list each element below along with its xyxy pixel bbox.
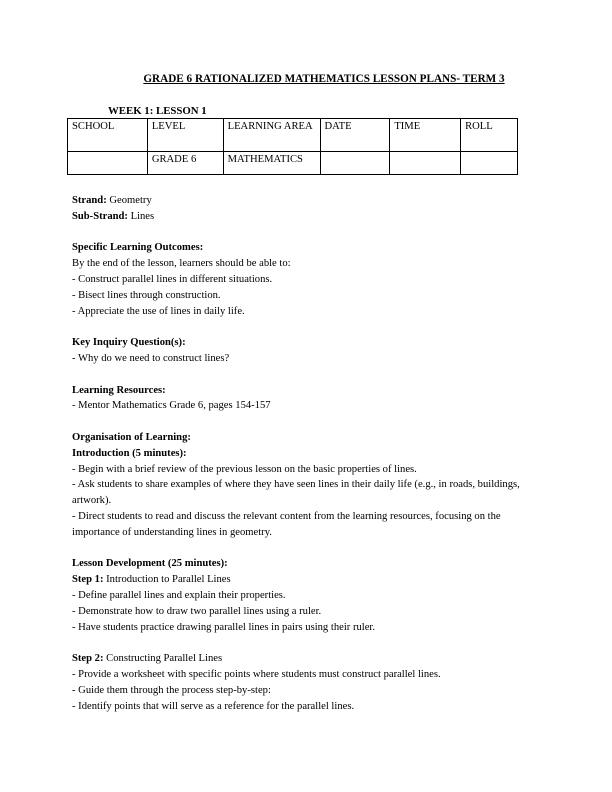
table-header-row (68, 119, 518, 152)
table-header-cell: ROLL (461, 119, 518, 152)
table-header-cell: LEARNING AREA (223, 119, 320, 152)
list-item: - Have students practice drawing parallel lines in pairs using their ruler. (72, 621, 376, 633)
list-item: - Why do we need to construct lines? (72, 352, 230, 364)
outcomes-heading: Specific Learning Outcomes: (72, 242, 204, 254)
list-item: - Guide them through the process step-by-step: (72, 684, 271, 696)
table-header-cell: DATE (320, 119, 390, 152)
list-item: - Direct students to read and discuss the relevant content from the learning resources, focusing on the importance of understanding lines in geometry. (72, 510, 501, 538)
table-header-cell: TIME (390, 119, 461, 152)
list-item: - Begin with a brief review of the previous lesson on the basic properties of lines. (72, 463, 417, 475)
list-item: - Provide a worksheet with specific points where students must construct parallel lines. (72, 668, 441, 680)
step1-line (72, 572, 548, 588)
lesson-info-table (67, 118, 518, 175)
lesson-content (72, 193, 548, 714)
strand-label: Strand: (72, 195, 107, 206)
development-heading: Lesson Development (25 minutes): (72, 558, 228, 570)
list-item: - Bisect lines through construction. (72, 289, 221, 301)
step2-title: Constructing Parallel Lines (106, 653, 223, 665)
list-item: - Demonstrate how to draw two parallel lines using a ruler. (72, 605, 322, 617)
resources-heading: Learning Resources: (72, 384, 166, 396)
list-item: - Define parallel lines and explain their properties. (72, 589, 286, 601)
outcomes-intro: By the end of the lesson, learners should be able to: (72, 258, 291, 270)
sub-strand-line (72, 209, 548, 225)
strand-value: Geometry (109, 195, 152, 206)
list-item: - Construct parallel lines in different situations. (72, 273, 273, 285)
list-item: - Mentor Mathematics Grade 6, pages 154-157 (72, 400, 271, 412)
table-header-cell: LEVEL (147, 119, 223, 152)
table-cell: MATHEMATICS (223, 152, 320, 175)
step2-label: Step 2: (72, 653, 104, 665)
organisation-heading: Organisation of Learning: (72, 431, 191, 443)
table-cell (320, 152, 390, 175)
inquiry-heading: Key Inquiry Question(s): (72, 337, 186, 349)
table-header-cell: SCHOOL (68, 119, 148, 152)
strand-line (72, 193, 548, 209)
table-row (68, 152, 518, 175)
table-cell: GRADE 6 (147, 152, 223, 175)
table-cell (68, 152, 148, 175)
table-cell (390, 152, 461, 175)
step2-line (72, 651, 548, 667)
introduction-heading: Introduction (5 minutes): (72, 447, 187, 459)
sub-strand-label: Sub-Strand: (72, 210, 128, 222)
sub-strand-value: Lines (130, 210, 155, 222)
step1-label: Step 1: (72, 574, 104, 586)
list-item: - Ask students to share examples of where they have seen lines in their daily life (e.g., in roads, buildings, artwork). (72, 479, 520, 507)
list-item: - Appreciate the use of lines in daily life. (72, 305, 245, 317)
page-title: GRADE 6 RATIONALIZED MATHEMATICS LESSON PLANS- TERM 3 (143, 73, 505, 85)
list-item: - Identify points that will serve as a reference for the parallel lines. (72, 700, 355, 712)
table-cell (461, 152, 518, 175)
week-label: WEEK 1: LESSON 1 (108, 105, 207, 117)
step1-title: Introduction to Parallel Lines (106, 574, 231, 586)
